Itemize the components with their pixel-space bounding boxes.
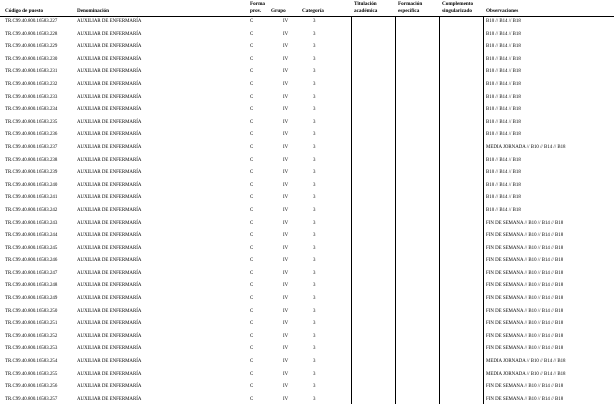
cell-forma: C	[250, 220, 254, 226]
cell-categoria: 3	[313, 56, 316, 62]
cell-observaciones: B10 // B14 // B18	[486, 94, 521, 100]
table-row	[0, 280, 614, 293]
cell-forma: C	[250, 359, 254, 365]
cell-denominacion: AUXILIAR DE ENFERMARÍA	[77, 359, 142, 365]
cell-forma: C	[250, 333, 254, 339]
cell-forma: C	[250, 44, 254, 50]
cell-categoria: 3	[313, 233, 316, 239]
cell-codigo: TR.C99.40.800.16583.252	[5, 333, 58, 339]
cell-categoria: 3	[313, 346, 316, 352]
cell-forma: C	[250, 19, 254, 24]
cell-observaciones: B10 // B14 // B18	[486, 182, 521, 188]
cell-grupo: IV	[283, 157, 289, 163]
cell-categoria: 3	[313, 283, 316, 289]
cell-codigo: TR.C99.40.800.16583.237	[5, 144, 58, 150]
cell-observaciones: FIN DE SEMANA // B10 // B14 // B18	[486, 308, 564, 314]
cell-grupo: IV	[283, 69, 289, 75]
table-row	[0, 129, 614, 142]
header-denominacion: Denominación	[77, 8, 109, 14]
header-observaciones: Observaciones	[486, 8, 519, 14]
cell-categoria: 3	[313, 107, 316, 113]
table-row	[0, 104, 614, 117]
cell-observaciones: MEDIA JORNADA // B10 // B14 // B18	[486, 371, 566, 377]
cell-denominacion: AUXILIAR DE ENFERMARÍA	[77, 220, 142, 226]
cell-codigo: TR.C99.40.800.16583.229	[5, 44, 58, 50]
cell-grupo: IV	[283, 81, 289, 87]
cell-categoria: 3	[313, 157, 316, 163]
cell-observaciones: B10 // B14 // B18	[486, 207, 521, 213]
cell-observaciones: B10 // B14 // B18	[486, 170, 521, 176]
cell-denominacion: AUXILIAR DE ENFERMARÍA	[77, 182, 142, 188]
cell-categoria: 3	[313, 333, 316, 339]
table-row	[0, 54, 614, 67]
cell-categoria: 3	[313, 321, 316, 327]
cell-categoria: 3	[313, 144, 316, 150]
cell-observaciones: MEDIA JORNADA // B10 // B14 // B18	[486, 144, 566, 150]
cell-categoria: 3	[313, 182, 316, 188]
table-row	[0, 41, 614, 54]
cell-codigo: TR.C99.40.800.16583.234	[5, 107, 58, 113]
cell-categoria: 3	[313, 44, 316, 50]
table-row	[0, 318, 614, 331]
cell-categoria: 3	[313, 296, 316, 302]
cell-codigo: TR.C99.40.800.16583.228	[5, 31, 58, 37]
cell-grupo: IV	[283, 233, 289, 239]
cell-forma: C	[250, 384, 254, 390]
cell-codigo: TR.C99.40.800.16583.233	[5, 94, 58, 100]
table-row	[0, 230, 614, 243]
cell-grupo: IV	[283, 396, 289, 402]
cell-categoria: 3	[313, 258, 316, 264]
cell-grupo: IV	[283, 170, 289, 176]
cell-forma: C	[250, 56, 254, 62]
table-row	[0, 293, 614, 306]
cell-codigo: TR.C99.40.800.16583.240	[5, 182, 58, 188]
cell-denominacion: AUXILIAR DE ENFERMARÍA	[77, 195, 142, 201]
cell-observaciones: FIN DE SEMANA // B10 // B14 // B18	[486, 384, 564, 390]
table-row	[0, 142, 614, 155]
table-row	[0, 155, 614, 168]
cell-observaciones: FIN DE SEMANA // B10 // B14 // B18	[486, 283, 564, 289]
cell-categoria: 3	[313, 384, 316, 390]
table-row	[0, 205, 614, 218]
cell-observaciones: B10 // B14 // B18	[486, 19, 521, 24]
cell-grupo: IV	[283, 44, 289, 50]
header-forma-line2: prov.	[250, 8, 262, 14]
cell-forma: C	[250, 195, 254, 201]
cell-observaciones: MEDIA JORNADA // B10 // B14 // B18	[486, 359, 566, 365]
cell-codigo: TR.C99.40.800.16583.236	[5, 132, 58, 138]
cell-codigo: TR.C99.40.800.16583.227	[5, 19, 58, 24]
header-titulacion-line2: académica	[354, 8, 378, 14]
cell-codigo: TR.C99.40.800.16583.255	[5, 371, 58, 377]
cell-forma: C	[250, 233, 254, 239]
cell-categoria: 3	[313, 396, 316, 402]
cell-denominacion: AUXILIAR DE ENFERMARÍA	[77, 296, 142, 302]
cell-forma: C	[250, 170, 254, 176]
cell-observaciones: B10 // B14 // B18	[486, 107, 521, 113]
cell-denominacion: AUXILIAR DE ENFERMARÍA	[77, 283, 142, 289]
cell-observaciones: B10 // B14 // B18	[486, 195, 521, 201]
cell-codigo: TR.C99.40.800.16583.257	[5, 396, 58, 402]
cell-codigo: TR.C99.40.800.16583.250	[5, 308, 58, 314]
cell-denominacion: AUXILIAR DE ENFERMARÍA	[77, 333, 142, 339]
table-row	[0, 268, 614, 281]
cell-denominacion: AUXILIAR DE ENFERMARÍA	[77, 69, 142, 75]
table-row	[0, 255, 614, 268]
cell-categoria: 3	[313, 119, 316, 125]
cell-grupo: IV	[283, 144, 289, 150]
cell-denominacion: AUXILIAR DE ENFERMARÍA	[77, 270, 142, 276]
cell-denominacion: AUXILIAR DE ENFERMARÍA	[77, 371, 142, 377]
cell-codigo: TR.C99.40.800.16583.244	[5, 233, 58, 239]
cell-forma: C	[250, 371, 254, 377]
cell-observaciones: FIN DE SEMANA // B10 // B14 // B18	[486, 258, 564, 264]
cell-denominacion: AUXILIAR DE ENFERMARÍA	[77, 107, 142, 113]
cell-codigo: TR.C99.40.800.16583.245	[5, 245, 58, 251]
cell-codigo: TR.C99.40.800.16583.239	[5, 170, 58, 176]
cell-grupo: IV	[283, 371, 289, 377]
cell-forma: C	[250, 245, 254, 251]
cell-codigo: TR.C99.40.800.16583.254	[5, 359, 58, 365]
table-row	[0, 369, 614, 382]
cell-forma: C	[250, 94, 254, 100]
cell-grupo: IV	[283, 359, 289, 365]
table-row	[0, 66, 614, 79]
table-row	[0, 167, 614, 180]
table-row	[0, 381, 614, 394]
cell-forma: C	[250, 346, 254, 352]
table-row	[0, 218, 614, 231]
cell-codigo: TR.C99.40.800.16583.230	[5, 56, 58, 62]
header-formacion-line2: específica	[398, 8, 420, 14]
cell-denominacion: AUXILIAR DE ENFERMARÍA	[77, 19, 142, 24]
cell-codigo: TR.C99.40.800.16583.243	[5, 220, 58, 226]
cell-denominacion: AUXILIAR DE ENFERMARÍA	[77, 132, 142, 138]
cell-observaciones: B10 // B14 // B18	[486, 44, 521, 50]
cell-forma: C	[250, 132, 254, 138]
cell-grupo: IV	[283, 258, 289, 264]
cell-categoria: 3	[313, 19, 316, 24]
table-row	[0, 16, 614, 29]
cell-grupo: IV	[283, 56, 289, 62]
cell-forma: C	[250, 296, 254, 302]
cell-forma: C	[250, 119, 254, 125]
cell-observaciones: B10 // B14 // B18	[486, 157, 521, 163]
header-titulacion-line1: Titulación	[354, 1, 377, 7]
header-forma-line1: Forma	[250, 1, 265, 7]
cell-denominacion: AUXILIAR DE ENFERMARÍA	[77, 94, 142, 100]
cell-categoria: 3	[313, 31, 316, 37]
cell-forma: C	[250, 182, 254, 188]
table-row	[0, 331, 614, 344]
cell-observaciones: B10 // B14 // B18	[486, 132, 521, 138]
cell-codigo: TR.C99.40.800.16583.247	[5, 270, 58, 276]
cell-denominacion: AUXILIAR DE ENFERMARÍA	[77, 144, 142, 150]
cell-codigo: TR.C99.40.800.16583.246	[5, 258, 58, 264]
cell-categoria: 3	[313, 170, 316, 176]
cell-grupo: IV	[283, 308, 289, 314]
cell-observaciones: FIN DE SEMANA // B10 // B14 // B18	[486, 220, 564, 226]
cell-categoria: 3	[313, 94, 316, 100]
cell-grupo: IV	[283, 321, 289, 327]
cell-grupo: IV	[283, 195, 289, 201]
cell-forma: C	[250, 31, 254, 37]
header-categoria: Categoría	[302, 8, 324, 14]
cell-grupo: IV	[283, 283, 289, 289]
cell-observaciones: FIN DE SEMANA // B10 // B14 // B18	[486, 296, 564, 302]
cell-forma: C	[250, 207, 254, 213]
table-body	[0, 16, 614, 406]
header-codigo: Código de puesto	[5, 8, 44, 14]
table-row	[0, 243, 614, 256]
cell-codigo: TR.C99.40.800.16583.241	[5, 195, 58, 201]
cell-denominacion: AUXILIAR DE ENFERMARÍA	[77, 245, 142, 251]
cell-denominacion: AUXILIAR DE ENFERMARÍA	[77, 308, 142, 314]
cell-forma: C	[250, 321, 254, 327]
cell-grupo: IV	[283, 107, 289, 113]
cell-denominacion: AUXILIAR DE ENFERMARÍA	[77, 207, 142, 213]
cell-categoria: 3	[313, 245, 316, 251]
cell-observaciones: B10 // B14 // B18	[486, 69, 521, 75]
cell-codigo: TR.C99.40.800.16583.253	[5, 346, 58, 352]
cell-grupo: IV	[283, 220, 289, 226]
cell-forma: C	[250, 270, 254, 276]
cell-grupo: IV	[283, 245, 289, 251]
cell-categoria: 3	[313, 195, 316, 201]
cell-codigo: TR.C99.40.800.16583.235	[5, 119, 58, 125]
cell-codigo: TR.C99.40.800.16583.251	[5, 321, 58, 327]
cell-observaciones: B10 // B14 // B18	[486, 31, 521, 37]
cell-grupo: IV	[283, 333, 289, 339]
table-row	[0, 356, 614, 369]
cell-categoria: 3	[313, 359, 316, 365]
cell-codigo: TR.C99.40.800.16583.242	[5, 207, 58, 213]
table-row	[0, 192, 614, 205]
table-row	[0, 79, 614, 92]
cell-grupo: IV	[283, 207, 289, 213]
cell-denominacion: AUXILIAR DE ENFERMARÍA	[77, 346, 142, 352]
cell-denominacion: AUXILIAR DE ENFERMARÍA	[77, 56, 142, 62]
cell-forma: C	[250, 144, 254, 150]
cell-denominacion: AUXILIAR DE ENFERMARÍA	[77, 258, 142, 264]
table-row	[0, 92, 614, 105]
cell-denominacion: AUXILIAR DE ENFERMARÍA	[77, 233, 142, 239]
cell-categoria: 3	[313, 220, 316, 226]
cell-grupo: IV	[283, 19, 289, 24]
cell-forma: C	[250, 283, 254, 289]
cell-codigo: TR.C99.40.800.16583.232	[5, 81, 58, 87]
cell-forma: C	[250, 396, 254, 402]
table-row	[0, 117, 614, 130]
cell-codigo: TR.C99.40.800.16583.248	[5, 283, 58, 289]
header-complemento-line1: Complemento	[442, 1, 474, 7]
cell-forma: C	[250, 69, 254, 75]
table-row	[0, 394, 614, 406]
cell-denominacion: AUXILIAR DE ENFERMARÍA	[77, 384, 142, 390]
cell-forma: C	[250, 81, 254, 87]
cell-forma: C	[250, 308, 254, 314]
cell-denominacion: AUXILIAR DE ENFERMARÍA	[77, 170, 142, 176]
cell-grupo: IV	[283, 94, 289, 100]
header-formacion-line1: Formación	[398, 1, 423, 7]
cell-codigo: TR.C99.40.800.16583.231	[5, 69, 58, 75]
cell-denominacion: AUXILIAR DE ENFERMARÍA	[77, 396, 142, 402]
cell-grupo: IV	[283, 132, 289, 138]
cell-grupo: IV	[283, 182, 289, 188]
cell-forma: C	[250, 258, 254, 264]
cell-observaciones: FIN DE SEMANA // B10 // B14 // B18	[486, 346, 564, 352]
header-grupo: Grupo	[271, 8, 286, 14]
cell-grupo: IV	[283, 384, 289, 390]
cell-grupo: IV	[283, 346, 289, 352]
cell-observaciones: FIN DE SEMANA // B10 // B14 // B18	[486, 245, 564, 251]
cell-categoria: 3	[313, 69, 316, 75]
cell-denominacion: AUXILIAR DE ENFERMARÍA	[77, 81, 142, 87]
cell-codigo: TR.C99.40.800.16583.238	[5, 157, 58, 163]
cell-denominacion: AUXILIAR DE ENFERMARÍA	[77, 157, 142, 163]
cell-observaciones: FIN DE SEMANA // B10 // B14 // B18	[486, 321, 564, 327]
table-row	[0, 180, 614, 193]
cell-grupo: IV	[283, 296, 289, 302]
cell-denominacion: AUXILIAR DE ENFERMARÍA	[77, 31, 142, 37]
cell-observaciones: FIN DE SEMANA // B10 // B14 // B18	[486, 333, 564, 339]
cell-denominacion: AUXILIAR DE ENFERMARÍA	[77, 119, 142, 125]
table-row	[0, 29, 614, 42]
cell-categoria: 3	[313, 81, 316, 87]
table-row	[0, 306, 614, 319]
cell-observaciones: B10 // B14 // B18	[486, 56, 521, 62]
table-row	[0, 343, 614, 356]
cell-codigo: TR.C99.40.800.16583.256	[5, 384, 58, 390]
cell-categoria: 3	[313, 207, 316, 213]
cell-observaciones: B10 // B14 // B18	[486, 81, 521, 87]
cell-categoria: 3	[313, 371, 316, 377]
cell-forma: C	[250, 157, 254, 163]
cell-denominacion: AUXILIAR DE ENFERMARÍA	[77, 44, 142, 50]
cell-observaciones: B10 // B14 // B18	[486, 119, 521, 125]
cell-observaciones: FIN DE SEMANA // B10 // B14 // B18	[486, 270, 564, 276]
cell-denominacion: AUXILIAR DE ENFERMARÍA	[77, 321, 142, 327]
cell-grupo: IV	[283, 270, 289, 276]
cell-categoria: 3	[313, 270, 316, 276]
cell-categoria: 3	[313, 132, 316, 138]
cell-observaciones: FIN DE SEMANA // B10 // B14 // B18	[486, 396, 564, 402]
cell-grupo: IV	[283, 119, 289, 125]
header-complemento-line2: singularizado	[442, 8, 472, 14]
cell-categoria: 3	[313, 308, 316, 314]
cell-forma: C	[250, 107, 254, 113]
cell-grupo: IV	[283, 31, 289, 37]
cell-observaciones: FIN DE SEMANA // B10 // B14 // B18	[486, 233, 564, 239]
cell-codigo: TR.C99.40.800.16583.249	[5, 296, 58, 302]
